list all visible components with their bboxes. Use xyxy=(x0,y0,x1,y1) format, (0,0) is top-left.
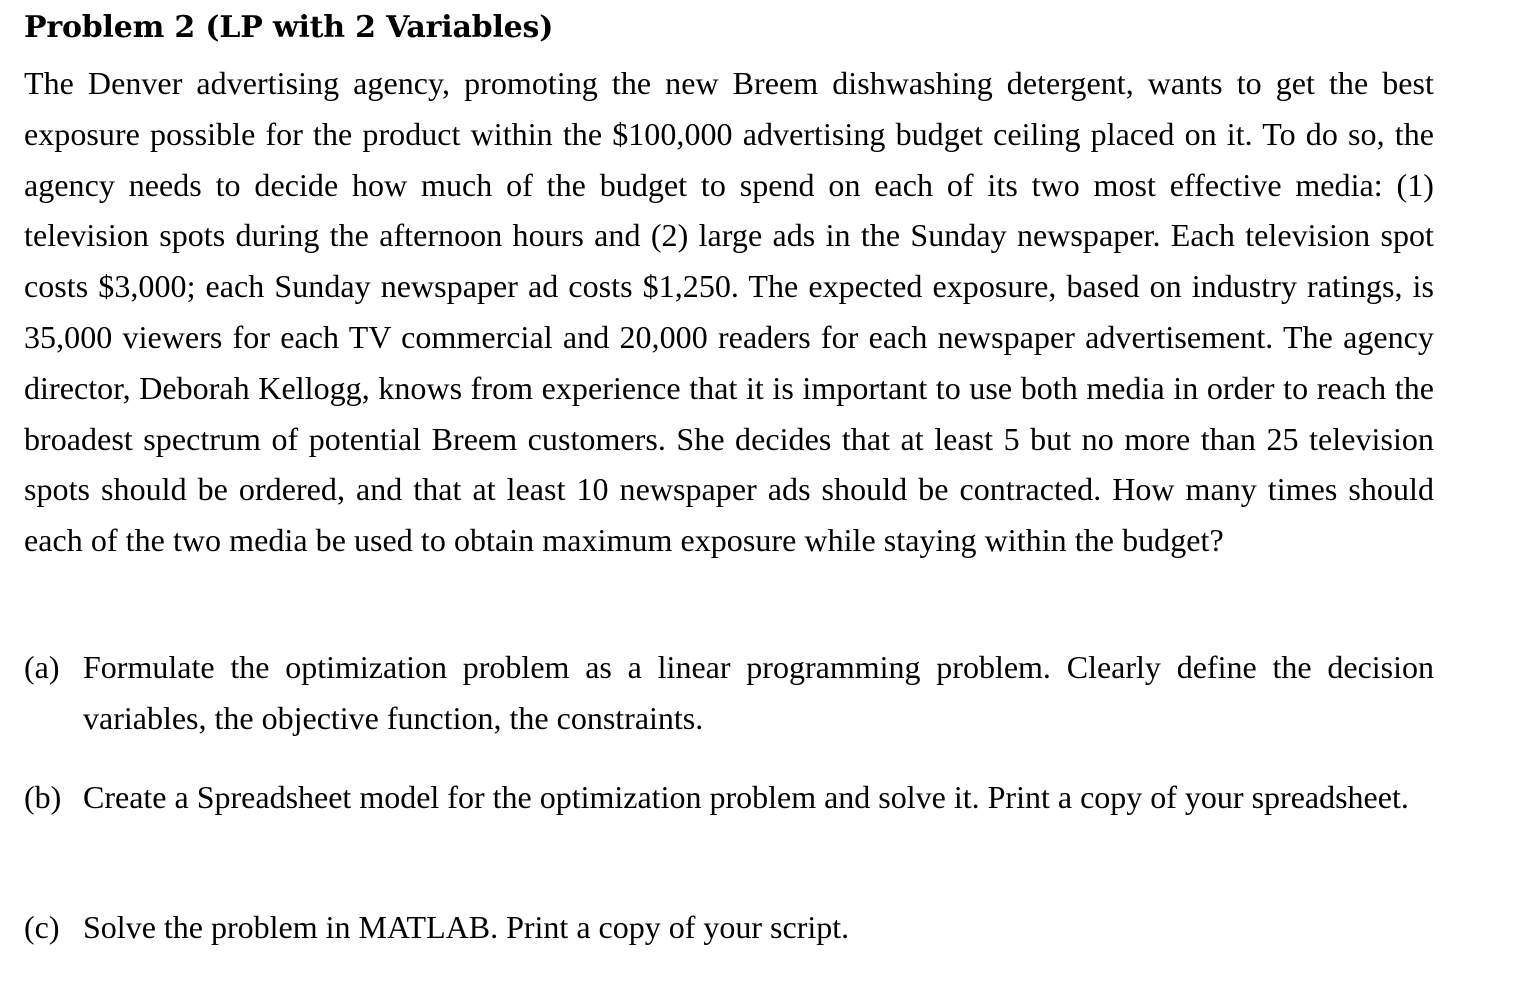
part-b-label: (b) xyxy=(24,779,62,815)
part-a xyxy=(24,642,1434,744)
part-b-text: Create a Spreadsheet model for the optimization problem and solve it. Print a copy of your spreadsheet. xyxy=(83,779,1409,815)
part-a-label: (a) xyxy=(24,649,60,685)
part-b xyxy=(24,772,1434,823)
part-c xyxy=(24,902,1434,953)
part-a-text: Formulate the optimization problem as a linear programming problem. Clearly define the decision variables, the objective function, the constraints. xyxy=(83,649,1434,736)
problem-statement: The Denver advertising agency, promoting the new Breem dishwashing detergent, wants to get the best exposure possible for the product within the $100,000 advertising budget ceiling placed on it. To do so, the agency needs to decide how much of the budget to spend on each of its two most effective media: (1) television spots during the afternoon hours and (2) large ads in the Sunday newspaper. Each television spot costs $3,000; each Sunday newspaper ad costs $1,250. The expected exposure, based on industry ratings, is 35,000 viewers for each TV commercial and 20,000 readers for each newspaper advertisement. The agency director, Deborah Kellogg, knows from experience that it is important to use both media in order to reach the broadest spectrum of potential Breem customers. She decides that at least 5 but no more than 25 television spots should be ordered, and that at least 10 newspaper ads should be contracted. How many times should each of the two media be used to obtain maximum exposure while staying within the budget? xyxy=(24,65,1434,559)
part-c-text: Solve the problem in MATLAB. Print a copy of your script. xyxy=(83,909,850,945)
problem-title: Problem 2 (LP with 2 Variables) xyxy=(24,10,554,45)
part-c-label: (c) xyxy=(24,909,60,945)
